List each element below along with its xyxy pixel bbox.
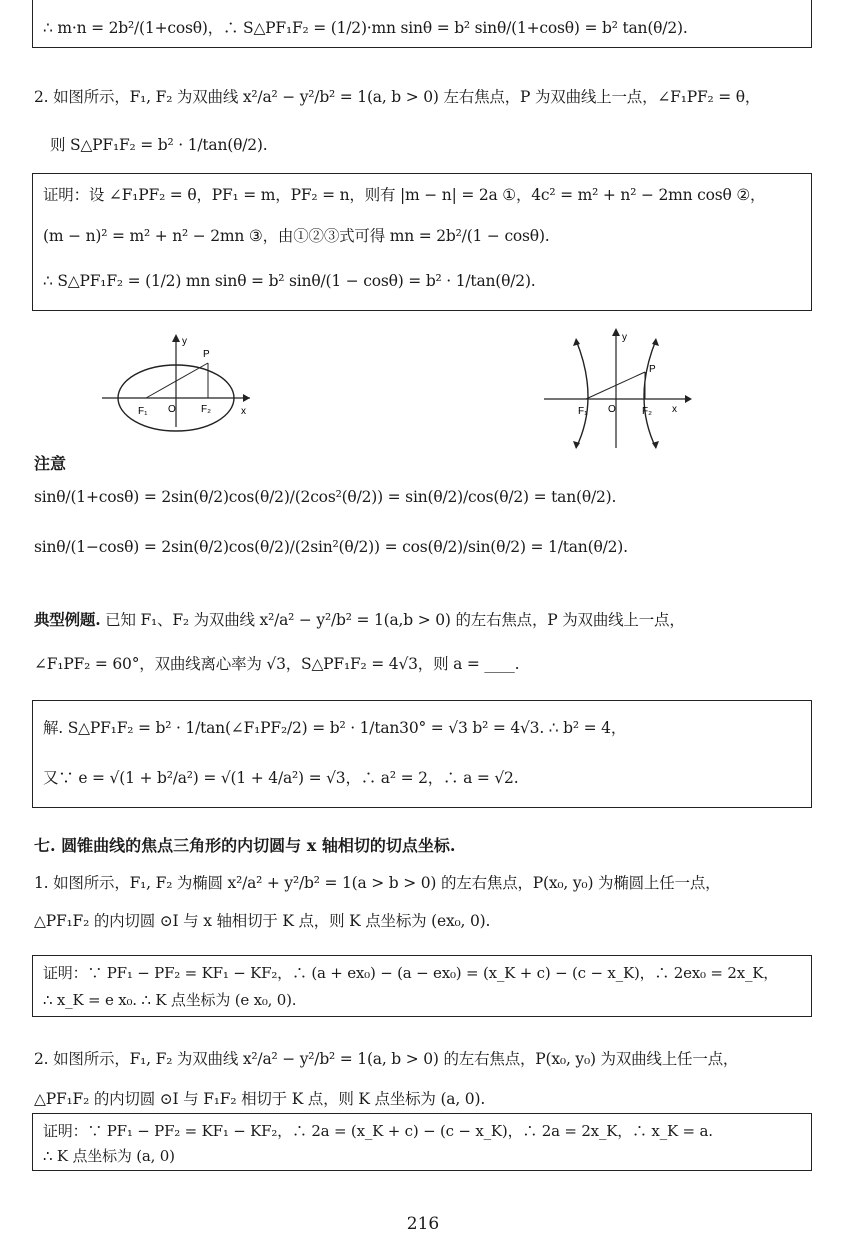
top-proof-box <box>32 0 812 48</box>
x-axis-arrow <box>685 395 692 403</box>
y-label: y <box>182 336 187 347</box>
y-label: y <box>622 332 627 343</box>
proof-2-line-2: (m − n)² = m² + n² − 2mn ③，由①②③式可得 mn = 2b²/(1 − cosθ). <box>43 227 550 245</box>
section-7-proof-1-line-1: 证明：∵ PF₁ − PF₂ = KF₁ − KF₂，∴ (a + ex₀) − (a − ex₀) = (x_K + c) − (c − x_K)，∴ 2ex₀ = 2x_K， <box>43 964 779 982</box>
proof-2-line-1: 证明：设 ∠F₁PF₂ = θ，PF₁ = m，PF₂ = n，则有 |m − n| = 2a ①，4c² = m² + n² − 2mn cosθ ②， <box>43 186 766 204</box>
arrow-tl <box>573 338 580 346</box>
p-label: P <box>649 364 656 375</box>
note-title: 注意 <box>34 454 67 473</box>
section-7-statement-2-line-2: △PF₁F₂ 的内切圆 ⊙I 与 F₁F₂ 相切于 K 点，则 K 点坐标为 (a, 0). <box>34 1090 486 1108</box>
note-line-1: sinθ/(1+cosθ) = 2sin(θ/2)cos(θ/2)/(2cos²(θ/2)) = sin(θ/2)/cos(θ/2) = tan(θ/2). <box>34 488 617 506</box>
section-7-proof-1-line-2: ∴ x_K = e x₀. ∴ K 点坐标为 (e x₀, 0). <box>43 991 297 1009</box>
section-7-proof-2-line-2: ∴ K 点坐标为 (a, 0) <box>43 1147 175 1165</box>
section-7-title: 七. 圆锥曲线的焦点三角形的内切圆与 x 轴相切的切点坐标. <box>34 836 456 855</box>
p-label: P <box>203 349 210 360</box>
statement-2-line-2: 则 S△PF₁F₂ = b² · 1/tan(θ/2). <box>50 136 268 154</box>
example-line-1 <box>34 612 685 629</box>
f1-label: F₁ <box>138 406 148 417</box>
section-7-statement-2-line-1: 2. 如图所示，F₁, F₂ 为双曲线 x²/a² − y²/b² = 1(a, b > 0) 的左右焦点，P(x₀, y₀) 为双曲线上任一点， <box>34 1050 739 1068</box>
left-branch <box>576 340 588 448</box>
section-7-statement-1-line-1: 1. 如图所示，F₁, F₂ 为椭圆 x²/a² + y²/b² = 1(a > b > 0) 的左右焦点，P(x₀, y₀) 为椭圆上任一点， <box>34 874 721 892</box>
section-7-proof-2-box <box>32 1113 812 1171</box>
solution-box <box>32 700 812 808</box>
x-label: x <box>672 404 677 415</box>
x-label: x <box>241 406 246 417</box>
example-line-2: ∠F₁PF₂ = 60°，双曲线离心率为 √3，S△PF₁F₂ = 4√3，则 a = ____. <box>34 655 520 673</box>
ellipse-figure <box>100 332 260 432</box>
statement-2-line-1: 2. 如图所示，F₁, F₂ 为双曲线 x²/a² − y²/b² = 1(a, b > 0) 左右焦点，P 为双曲线上一点，∠F₁PF₂ = θ， <box>34 88 761 106</box>
f2-label: F₂ <box>201 404 211 415</box>
o-label: O <box>168 404 176 415</box>
x-axis-arrow <box>243 394 250 402</box>
f2-label: F₂ <box>642 406 652 417</box>
note-line-2: sinθ/(1−cosθ) = 2sin(θ/2)cos(θ/2)/(2sin²(θ/2)) = cos(θ/2)/sin(θ/2) = 1/tan(θ/2). <box>34 538 628 556</box>
y-axis-arrow <box>612 328 620 336</box>
arrow-tr <box>652 338 659 346</box>
hyperbola-figure <box>542 326 702 451</box>
solution-line-2: 又∵ e = √(1 + b²/a²) = √(1 + 4/a²) = √3，∴ a² = 2，∴ a = √2. <box>43 769 519 787</box>
o-label: O <box>608 404 616 415</box>
proof-2-line-3: ∴ S△PF₁F₂ = (1/2) mn sinθ = b² sinθ/(1 − cosθ) = b² · 1/tan(θ/2). <box>43 272 536 290</box>
example-text: 已知 F₁、F₂ 为双曲线 x²/a² − y²/b² = 1(a,b > 0) 的左右焦点，P 为双曲线上一点， <box>105 611 685 629</box>
proof-2-box <box>32 173 812 311</box>
page-number: 216 <box>406 1214 440 1234</box>
right-branch <box>644 340 656 448</box>
section-7-proof-1-box <box>32 955 812 1017</box>
f1-label: F₁ <box>578 406 588 417</box>
segment-pf1 <box>146 363 208 398</box>
section-7-statement-1-line-2: △PF₁F₂ 的内切圆 ⊙I 与 x 轴相切于 K 点，则 K 点坐标为 (ex₀, 0). <box>34 912 491 930</box>
y-axis-arrow <box>172 334 180 342</box>
top-proof-line: ∴ m·n = 2b²/(1+cosθ)，∴ S△PF₁F₂ = (1/2)·mn sinθ = b² sinθ/(1+cosθ) = b² tan(θ/2). <box>43 19 688 37</box>
example-label: 典型例题. <box>34 610 101 629</box>
section-7-proof-2-line-1: 证明：∵ PF₁ − PF₂ = KF₁ − KF₂，∴ 2a = (x_K + c) − (c − x_K)，∴ 2a = 2x_K，∴ x_K = a. <box>43 1122 713 1140</box>
solution-line-1: 解. S△PF₁F₂ = b² · 1/tan(∠F₁PF₂/2) = b² · 1/tan30° = √3 b² = 4√3. ∴ b² = 4， <box>43 719 627 737</box>
